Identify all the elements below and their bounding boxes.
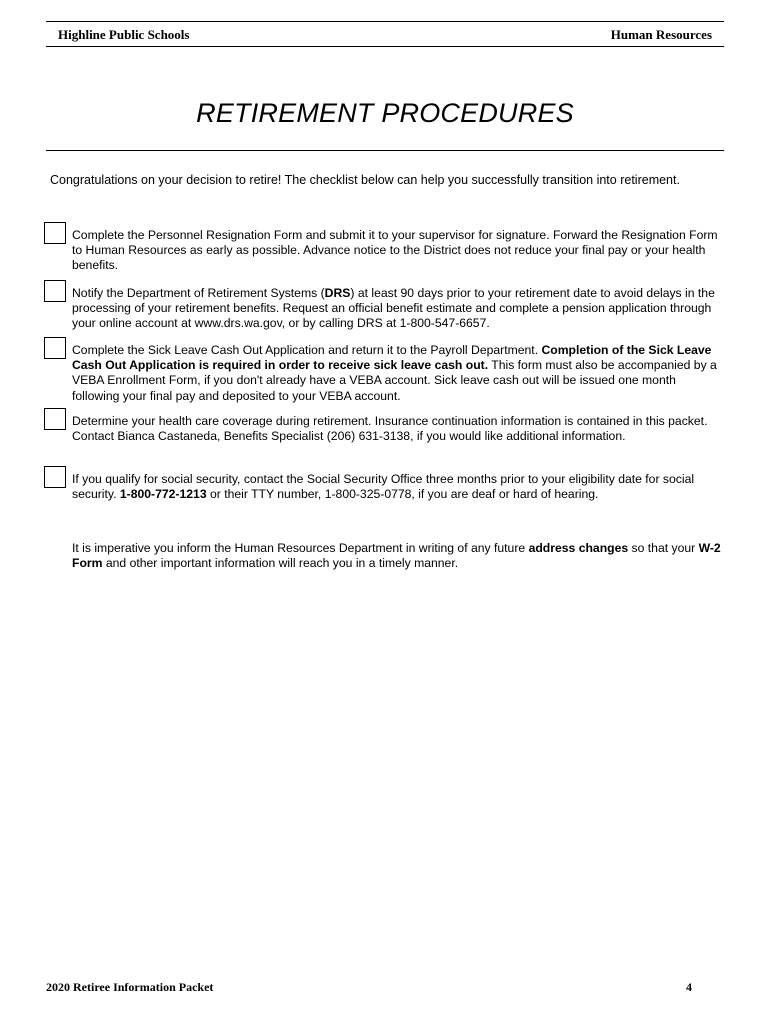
checklist-item-text: Complete the Personnel Resignation Form and submit it to your supervisor for signature. Forward the Resignation Form to Human Resources as early as possible. Advance notice to the District does not reduce your final pay or your health benefits. [72,228,718,273]
checklist-item-text: Notify the Department of Retirement Systems (DRS) at least 90 days prior to your retirement date to avoid delays in the processing of your retirement benefits. Request an official benefit estimate and complete a pension application through your online account at www.drs.wa.gov, or by calling DRS at 1-800-547-6657. [72,286,715,331]
checkbox[interactable] [44,280,66,302]
emphasis-text: Completion of the Sick Leave Cash Out Application is required in order to receive sick leave cash out. [72,343,712,373]
checklist-item-text: Complete the Sick Leave Cash Out Application and return it to the Payroll Department. Completion of the Sick Leave Cash Out Application is required in order to receive sick leave cash out. This form must also be accompanied by a VEBA Enrollment Form, if you don't already have a VEBA account. Sick leave cash out will be issued one month following your final pay and deposited to your VEBA account. [72,343,717,403]
header-organization: Highline Public Schools [58,27,190,42]
intro-paragraph: Congratulations on your decision to retire! The checklist below can help you successfully transition into retirement. [50,173,680,187]
checkbox[interactable] [44,222,66,244]
emphasis-text: DRS [324,286,351,300]
checklist-item-text: Determine your health care coverage during retirement. Insurance continuation information is contained in this packet. Contact Bianca Castaneda, Benefits Specialist (206) 631-3138, if you would like additional information. [72,414,708,444]
page-title: RETIREMENT PROCEDURES [196,98,574,128]
emphasis-text: address changes [528,541,629,555]
page-header [46,21,724,47]
footer-title: 2020 Retiree Information Packet [46,980,214,994]
checkbox[interactable] [44,466,66,488]
page-number: 4 [686,980,692,994]
emphasis-text: 1-800-772-1213 [119,487,207,502]
emphasis-text: W-2 Form [72,541,721,571]
checkbox[interactable] [44,408,66,430]
title-divider [46,150,724,151]
checkbox[interactable] [44,337,66,359]
header-department: Human Resources [610,27,712,42]
checklist-item-text: If you qualify for social security, contact the Social Security Office three months prior to your eligibility date for social security. 1-800-772-1213 or their TTY number, 1-800-325-0778, if you are deaf or hard of hearing. [72,472,695,502]
address-change-note: It is imperative you inform the Human Resources Department in writing of any future address changes so that your W-2 Form and other important information will reach you in a timely manner. [72,541,721,571]
